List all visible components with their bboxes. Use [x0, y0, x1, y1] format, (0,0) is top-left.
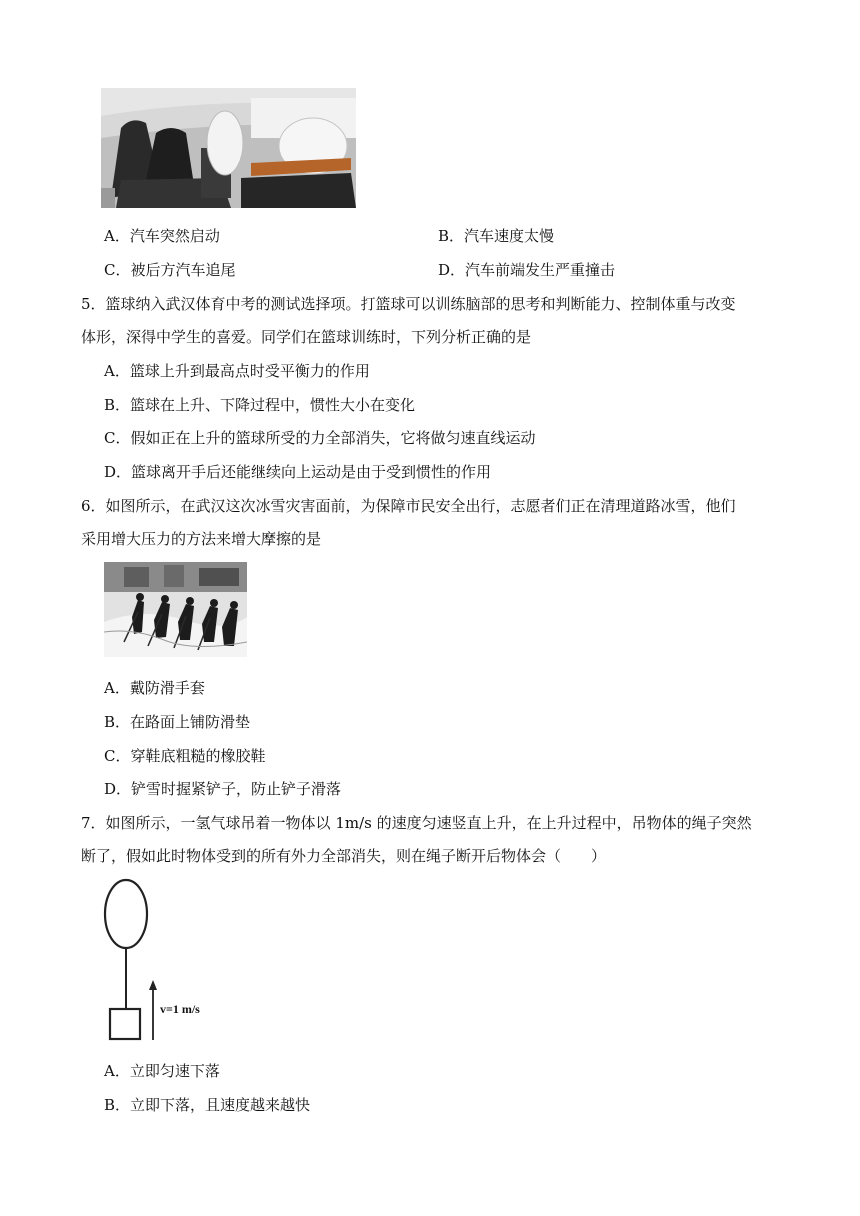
q5-option-c: C．假如正在上升的篮球所受的力全部消失，它将做匀速直线运动 [104, 429, 536, 447]
q6-option-b: B．在路面上铺防滑垫 [104, 713, 251, 731]
q4-option-d: D．汽车前端发生严重撞击 [438, 261, 616, 279]
q7-option-a: A．立即匀速下落 [104, 1062, 220, 1080]
q4-option-b: B．汽车速度太慢 [438, 227, 555, 245]
q6-option-d: D．铲雪时握紧铲子，防止铲子滑落 [104, 780, 342, 798]
q5-option-d: D．篮球离开手后还能继续向上运动是由于受到惯性的作用 [104, 463, 492, 481]
q5-stem-line1: 5．篮球纳入武汉体育中考的测试选择项。打篮球可以训练脑部的思考和判断能力、控制体重与改变 [81, 295, 736, 313]
q6-stem-line2: 采用增大压力的方法来增大摩擦的是 [81, 530, 322, 548]
balloon-diagram [100, 876, 220, 1046]
q5-option-a: A．篮球上升到最高点时受平衡力的作用 [104, 362, 370, 380]
q7-stem-line2: 断了，假如此时物体受到的所有外力全部消失，则在绳子断开后物体会（ ） [81, 847, 607, 865]
q5-option-b: B．篮球在上升、下降过程中，惯性大小在变化 [104, 396, 416, 414]
q7-stem-line1: 7．如图所示，一氢气球吊着一物体以 1m/s 的速度匀速竖直上升，在上升过程中，吊物体的绳子突然 [81, 814, 752, 832]
q6-stem-line1: 6．如图所示，在武汉这次冰雪灾害面前，为保障市民安全出行，志愿者们正在清理道路冰雪，他们 [81, 497, 736, 515]
snow-clearing-photo [104, 562, 247, 657]
q7-option-b: B．立即下落，且速度越来越快 [104, 1096, 311, 1114]
q5-stem-line2: 体形，深得中学生的喜爱。同学们在篮球训练时，下列分析正确的是 [81, 328, 532, 346]
velocity-arrowhead [149, 980, 157, 990]
balloon-shape [105, 880, 147, 948]
airbag-photo [101, 88, 356, 208]
object-box [110, 1009, 140, 1039]
q4-option-c: C．被后方汽车追尾 [104, 261, 236, 279]
q4-option-a: A．汽车突然启动 [104, 227, 220, 245]
q6-option-c: C．穿鞋底粗糙的橡胶鞋 [104, 747, 266, 765]
q6-option-a: A．戴防滑手套 [104, 679, 205, 697]
velocity-label: v=1 m/s [160, 1002, 200, 1016]
